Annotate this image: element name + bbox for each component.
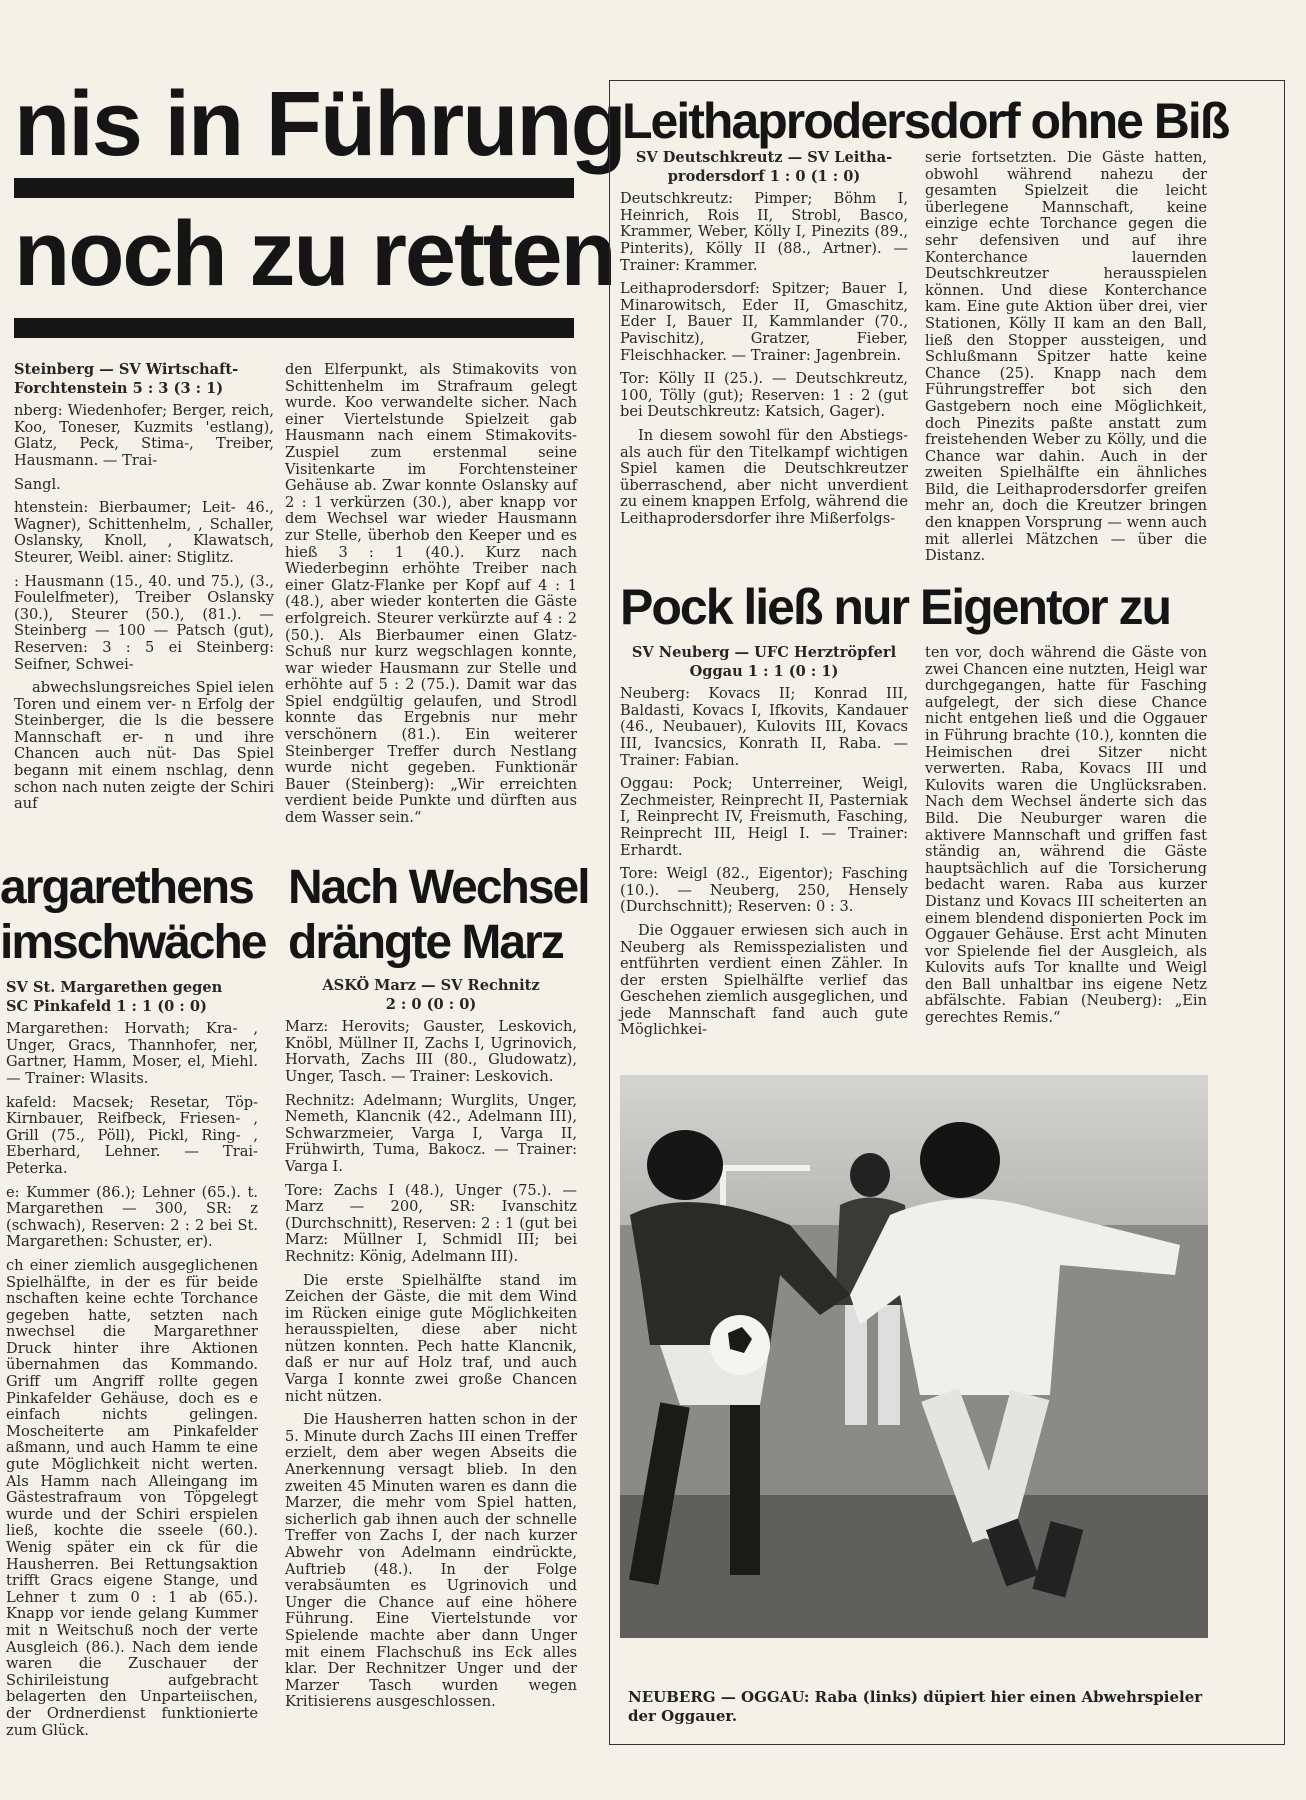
goals-marz: Tore: Zachs I (48.), Unger (75.). — Marz — 200, SR: Ivanschitz (Durchschnitt), Reserven: 2 : 1 (gut bei Marz: Müllner I, Schmidl III; bei Rechnitz: König, Adelmann III).	[285, 1181, 577, 1265]
report-steinberg: abwechslungsreiches Spiel ielen Toren und einem ver- n Erfolg der Steinberger, die ls die bessere Mannschaft er- n und ihre Chancen auch nüt- Das Spiel begann mit einem nschlag, denn schon nach nuten zeigte der Schiri auf	[14, 679, 274, 813]
headline-draengte-marz: drängte Marz	[288, 916, 563, 969]
rule	[14, 318, 574, 338]
headline-retten: noch zu retten	[14, 203, 615, 305]
report-neuberg-cont: ten vor, doch während die Gäste von zwei Chancen eine nutzten, Heigl war durchgegangen, hatte für Fasching aufgelegt, der sich diese Chance nicht entgehen ließ und die Oggauer in Führung brachte (10.), konnten die Heimischen drei Sitzer nicht verwerten. Raba, Kovacs III und Kulovits waren die Unglücksraben. Nach dem Wechsel änderte sich das Bild. Die Neuburger waren die aktivere Mannschaft und griffen fast ständig an, während die Gäste hauptsächlich auf die Torsicherung bedacht waren. Raba aus kurzer Distanz und Kovacs III scheiterten an einem blendend disponierten Pock im Oggauer Gehäuse. Erst acht Minuten vor Spielende fiel der Ausgleich, als Kulovits aufs Tor knallte und Weigl den Ball unhaltbar ins eigene Netz abfälschte. Fabian (Neuberg): „Ein gerechtes Remis.“	[925, 644, 1207, 1027]
headline-leithaprodersdorf: Leithaprodersdorf ohne Biß	[622, 93, 1229, 149]
match-photo	[620, 1075, 1208, 1638]
match-result: Forchtenstein 5 : 3 (3 : 1)	[14, 379, 224, 397]
match-result: SC Pinkafeld 1 : 1 (0 : 0)	[6, 997, 207, 1015]
photo-illustration	[620, 1075, 1208, 1638]
lineup-oggau: Oggau: Pock; Unterreiner, Weigl, Zechmeister, Reinprecht II, Pasterniak I, Reinprecht IV, Freismuth, Fasching, Reinprecht III, Heigl I. — Trainer: Erhardt.	[620, 775, 908, 859]
report-neuberg: Die Oggauer erwiesen sich auch in Neuberg als Remisspezialisten und entführten verdient einen Zähler. In der ersten Spielhälfte verlief das Geschehen ziemlich ausgeglichen, und jede Mannschaft fand auch gute Möglichkei-	[620, 921, 908, 1039]
article-margarethen	[6, 980, 258, 1745]
lineup-pinkafeld: kafeld: Macsek; Resetar, Töp- Kirnbauer, Reifbeck, Friesen- , Grill (75., Pöll), Pickl, Ring- , Eberhard, Lehner. — Trai- Peterka.	[6, 1093, 258, 1177]
match-result: prodersdorf 1 : 0 (1 : 0)	[667, 167, 861, 185]
article-deutschkreutz-col1	[620, 150, 908, 555]
lineup-neuberg: Neuberg: Kovacs II; Konrad III, Baldasti, Kovacs I, Ifkovits, Kandauer (46., Neubauer), Kulovits III, Kovacs III, Ivancsics, Konrath II, Raba. — Trainer: Fabian.	[620, 685, 908, 769]
report-steinberg-cont: den Elferpunkt, als Stimakovits von Schittenhelm im Strafraum gelegt wurde. Koo verwandelte sicher. Nach einer Viertelstunde Spielzeit gab Hausmann nach einem Stimakovits-Zuspiel zum erstenmal seine Visitenkarte im Forchtensteiner Gehäuse ab. Zwar konnte Oslansky auf 2 : 1 verkürzen (30.), aber knapp vor dem Wechsel war wieder Hausmann zur Stelle, überhob den Keeper und es hieß 3 : 1 (40.). Kurz nach Wiederbeginn erhöhte Treiber nach einer Glatz-Flanke per Kopf auf 4 : 1 (48.), aber wieder konterten die Gäste erfolgreich. Steurer verkürzte auf 4 : 2 (50.). Als Bierbaumer einen Glatz-Schuß nur kurz wegschlagen konnte, war wieder Hausmann zur Stelle und erhöhte auf 5 : 2 (75.). Damit war das Spiel endgültig gelaufen, und Strodl konnte das Ergebnis nur mehr verschönern (81.). Ein weiterer Steinberger Treffer durch Nestlang wurde nicht gegeben. Funktionär Bauer (Steinberg): „Wir erreichten verdient beide Punkte und dürften aus dem Wasser sein.“	[285, 361, 577, 827]
match-result: 2 : 0 (0 : 0)	[385, 995, 477, 1013]
headline-nach-wechsel: Nach Wechsel	[288, 861, 589, 914]
lineup-steinberg-trainer: Sangl.	[14, 475, 61, 493]
headline-heimschwaeche: imschwäche	[0, 916, 266, 969]
rule	[14, 178, 574, 198]
match-header: Steinberg — SV Wirtschaft-	[14, 361, 239, 378]
match-header: SV Deutschkreutz — SV Leitha-	[635, 149, 893, 166]
goals-margarethen: e: Kummer (86.); Lehner (65.). t. Margarethen — 300, SR: z (schwach), Reserven: 2 : 2 bei St. Margarethen: Schuster, er).	[6, 1183, 258, 1251]
report-deutschkreutz-cont: serie fortsetzten. Die Gäste hatten, obwohl während nahezu der gesamten Spielzeit die leicht überlegene Mannschaft, keine einzige echte Torchance gegen die sehr defensiven und auf ihre Konterchance lauernden Deutschkreutzer herausspielen können. Und diese Konterchance kam. Eine gute Aktion über drei, vier Stationen, Kölly II kam an den Ball, ließ den Stopper aussteigen, und Schlußmann Spitzer hatte keine Chance (25). Knapp nach dem Führungstreffer bot sich den Gastgebern noch eine Möglichkeit, doch Pinezits paßte anstatt zum freistehenden Weber zu Kölly, und die Chance war dahin. Auch in der zweiten Spielhälfte ein ähnliches Bild, die Leithaprodersdorfer greifen mehr an, doch die Kreutzer bringen den knappen Vorsprung — wenn auch mit allerlei Mätzchen — über die Distanz.	[925, 149, 1207, 565]
goals-steinberg: : Hausmann (15., 40. und 75.), (3., Foulelfmeter), Treiber Oslansky (30.), Steurer (50.), (81.). — Steinberg — 100 — Patsch (gut), Reserven: 3 : 5 ei Steinberg: Seifner, Schwei-	[14, 572, 274, 673]
report-margarethen: ch einer ziemlich ausgeglichenen Spielhälfte, in der es für beide nschaften keine echte Torchance gegeben hatte, setzten nach nwechsel die Margarethner Druck hinter ihre Aktionen übernahmen das Kommando. Griff um Angriff rollte gegen Pinkafelder Gehäuse, doch es e einfach nichts gelingen. Moscheiterte am Pinkafelder aßmann, und auch Hamm te eine gute Möglichkeit nicht werten. Als Hamm nach Alleingang im Gästestrafraum von Töpgelegt wurde und der Schiri erspielen ließ, kochte die sseele (60.). Wenig später ein ck für die Hausherren. Bei Rettungsaktion trifft Gracs eigene Stange, und Lehner t zum 0 : 1 ab (65.). Knapp vor iende gelang Kummer mit n Weitschuß noch der verte Ausgleich (86.). Nach dem iende waren die Zuschauer der Schirileistung aufgebracht belagerten den Unparteiischen, der Ordnerdienst funktionierte zum Glück.	[6, 1256, 258, 1739]
article-neuberg-col1	[620, 645, 908, 1070]
lineup-deutschkreutz: Deutschkreutz: Pimper; Böhm I, Heinrich, Rois II, Strobl, Basco, Krammer, Weber, Kölly I, Pinezits (89., Pinterits), Kölly II (88., Artner). — Trainer: Krammer.	[620, 190, 908, 274]
headline-pock: Pock ließ nur Eigentor zu	[620, 579, 1171, 635]
report-marz: Die erste Spielhälfte stand im Zeichen der Gäste, die mit dem Wind im Rücken einige gute Möglichkeiten herausspielten, diese aber nicht nützen konnten. Pech hatte Klancnik, daß er nur auf Holz traf, und auch Varga I konnte zwei große Chancen nicht nützen.	[285, 1271, 577, 1405]
headline-fuehrung: nis in Führung	[14, 73, 625, 175]
lineup-marz: Marz: Herovits; Gauster, Leskovich, Knöbl, Müllner II, Zachs I, Ugrinovich, Horvath, Zachs III (80., Gludowatz), Unger, Tasch. — Trainer: Leskovich.	[285, 1018, 577, 1085]
lineup-forchtenstein: htenstein: Bierbaumer; Leit- 46., Wagner), Schittenhelm, , Schaller, Oslansky, Knoll, , Klawatsch, Steurer, Weibl. ainer: Stiglitz.	[14, 499, 274, 566]
lineup-steinberg: nberg: Wiedenhofer; Berger, reich, Koo, Toneser, Kuzmits 'estlang), Glatz, Peck, Stima-, Treiber, Hausmann. — Trai-	[14, 402, 274, 469]
article-steinberg-col2	[285, 362, 577, 845]
article-neuberg-col2	[925, 645, 1207, 1070]
match-header: ASKÖ Marz — SV Rechnitz	[322, 977, 540, 994]
report-deutschkreutz: In diesem sowohl für den Abstiegs- als auch für den Titelkampf wichtigen Spiel kamen die Deutschkreutzer überraschend, aber nicht unverdient zu einem knappen Erfolg, während die Leithaprodersdorfer ihre Mißerfolgs-	[620, 426, 908, 527]
article-deutschkreutz-col2	[925, 149, 1207, 565]
headline-margarethens: argarethens	[0, 861, 253, 914]
match-header: SV Neuberg — UFC Herztröpferl	[631, 644, 897, 661]
lineup-leithaprodersdorf: Leithaprodersdorf: Spitzer; Bauer I, Minarowitsch, Eder II, Gmaschitz, Eder I, Bauer II, Kammlander (70., Pavischitz), Gratzer, Fieber, Fleischhacker. — Trainer: Jagenbrein.	[620, 280, 908, 364]
goals-deutschkreutz: Tor: Kölly II (25.). — Deutschkreutz, 100, Tölly (gut); Reserven: 1 : 2 (gut bei Deutschkreutz: Katsich, Gager).	[620, 370, 908, 421]
photo-caption: NEUBERG — OGGAU: Raba (links) düpiert hier einen Abwehrspieler der Oggauer.	[628, 1688, 1203, 1725]
lineup-rechnitz: Rechnitz: Adelmann; Wurglits, Unger, Nemeth, Klancnik (42., Adelmann III), Schwarzmeier, Varga I, Varga II, Frühwirth, Tuma, Bakocz. — Trainer: Varga I.	[285, 1091, 577, 1175]
article-marz	[285, 978, 577, 1745]
lineup-margarethen: Margarethen: Horvath; Kra- , Unger, Gracs, Thannhofer, ner, Gartner, Hamm, Moser, el, Miehl. — Trainer: Wlasits.	[6, 1020, 258, 1087]
article-steinberg-col1	[14, 362, 274, 845]
match-header: SV St. Margarethen gegen	[6, 979, 223, 996]
match-result: Oggau 1 : 1 (0 : 1)	[689, 662, 839, 680]
report-marz-cont: Die Hausherren hatten schon in der 5. Minute durch Zachs III einen Treffer erzielt, dem aber wegen Abseits die Anerkennung versagt blieb. In den zweiten 45 Minuten waren es dann die Marzer, die mehr vom Spiel hatten, sicherlich gab ihnen auch der schnelle Treffer von Zachs I, der nach kurzer Abwehr von Adelmann eindrückte, Auftrieb (48.). In der Folge verabsäumten es Ugrinovich und Unger die Chance auf eine höhere Führung. Eine Viertelstunde vor Spielende machte aber dann Unger mit einem Flachschuß ins Eck alles klar. Der Rechnitzer Unger und der Marzer Tasch wurden wegen Kritisierens ausgeschlossen.	[285, 1411, 577, 1711]
goals-neuberg: Tore: Weigl (82., Eigentor); Fasching (10.). — Neuberg, 250, Hensely (Durchschnitt); Reserven: 0 : 3.	[620, 865, 908, 916]
